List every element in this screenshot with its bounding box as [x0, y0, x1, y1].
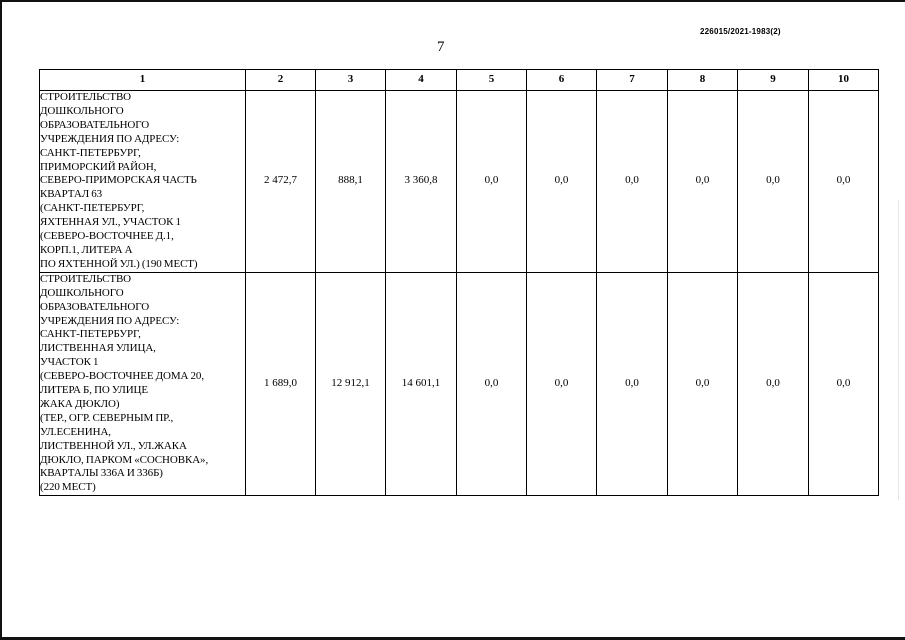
description-line: КВАРТАЛ 63 [40, 188, 103, 201]
document-id: 226015/2021-1983(2) [700, 27, 781, 36]
description-line: ОБРАЗОВАТЕЛЬНОГО [40, 118, 150, 131]
page-number: 7 [437, 39, 445, 55]
table-cell: 3 360,8 [386, 91, 457, 273]
column-header: 5 [457, 70, 527, 91]
table-cell: 0,0 [668, 272, 738, 496]
description-line: КВАРТАЛЫ 336А И 336Б) [40, 467, 163, 480]
table-cell: 0,0 [597, 91, 668, 273]
table-cell: 0,0 [527, 91, 597, 273]
description-line: УЧРЕЖДЕНИЯ ПО АДРЕСУ: [40, 132, 180, 145]
table-cell: 14 601,1 [386, 272, 457, 496]
table-row [40, 272, 879, 496]
description-line: ЛИТЕРА Б, ПО УЛИЦЕ [40, 384, 149, 397]
description-line: (СЕВЕРО-ВОСТОЧНЕЕ Д.1, [40, 230, 174, 243]
data-table [39, 69, 879, 496]
description-line: (САНКТ-ПЕТЕРБУРГ, [40, 202, 145, 215]
table-cell: 2 472,7 [246, 91, 316, 273]
description-line: ДЮКЛО, ПАРКОМ «СОСНОВКА», [40, 453, 209, 466]
description-line: ОБРАЗОВАТЕЛЬНОГО [40, 300, 150, 313]
description-line: (220 МЕСТ) [40, 481, 96, 494]
description-line: ДОШКОЛЬНОГО [40, 286, 124, 299]
column-header: 3 [316, 70, 386, 91]
description-line: СЕВЕРО-ПРИМОРСКАЯ ЧАСТЬ [40, 174, 197, 187]
table-cell: 0,0 [457, 272, 527, 496]
table-cell: 0,0 [457, 91, 527, 273]
column-header: 6 [527, 70, 597, 91]
description-line: ПО ЯХТЕННОЙ УЛ.) (190 МЕСТ) [40, 257, 198, 270]
description-line: ЛИСТВЕННОЙ УЛ., УЛ.ЖАКА [40, 439, 187, 452]
table-cell: 0,0 [668, 91, 738, 273]
description-line: (ТЕР., ОГР. СЕВЕРНЫМ ПР., [40, 411, 174, 424]
description-line: ЛИСТВЕННАЯ УЛИЦА, [40, 342, 156, 355]
column-header: 9 [738, 70, 809, 91]
scan-border-top [0, 0, 905, 2]
column-header: 7 [597, 70, 668, 91]
table-cell: 0,0 [738, 272, 809, 496]
row-description [40, 272, 246, 496]
header-row [40, 70, 879, 91]
scan-artifact-line [898, 200, 899, 500]
description-line: ПРИМОРСКИЙ РАЙОН, [40, 160, 157, 173]
table-cell: 0,0 [738, 91, 809, 273]
description-line: САНКТ-ПЕТЕРБУРГ, [40, 328, 141, 341]
table-cell: 12 912,1 [316, 272, 386, 496]
table-cell: 0,0 [809, 91, 879, 273]
column-header: 10 [809, 70, 879, 91]
table-cell: 1 689,0 [246, 272, 316, 496]
description-line: СТРОИТЕЛЬСТВО [40, 91, 132, 103]
table-cell: 888,1 [316, 91, 386, 273]
description-line: ДОШКОЛЬНОГО [40, 104, 124, 117]
column-header: 1 [40, 70, 246, 91]
table-row [40, 91, 879, 273]
description-line: (СЕВЕРО-ВОСТОЧНЕЕ ДОМА 20, [40, 370, 204, 383]
column-header: 4 [386, 70, 457, 91]
scan-border-left [0, 0, 2, 640]
description-line: СТРОИТЕЛЬСТВО [40, 272, 132, 285]
description-line: УЧРЕЖДЕНИЯ ПО АДРЕСУ: [40, 314, 180, 327]
column-header: 8 [668, 70, 738, 91]
description-line: ЖАКА ДЮКЛО) [40, 397, 120, 410]
table-cell: 0,0 [527, 272, 597, 496]
description-line: УЛ.ЕСЕНИНА, [40, 425, 111, 438]
description-line: УЧАСТОК 1 [40, 356, 99, 369]
column-header: 2 [246, 70, 316, 91]
row-description [40, 91, 246, 273]
table-cell: 0,0 [809, 272, 879, 496]
table-cell: 0,0 [597, 272, 668, 496]
description-line: ЯХТЕННАЯ УЛ., УЧАСТОК 1 [40, 216, 181, 229]
description-line: САНКТ-ПЕТЕРБУРГ, [40, 146, 141, 159]
description-line: КОРП.1, ЛИТЕРА А [40, 243, 133, 256]
